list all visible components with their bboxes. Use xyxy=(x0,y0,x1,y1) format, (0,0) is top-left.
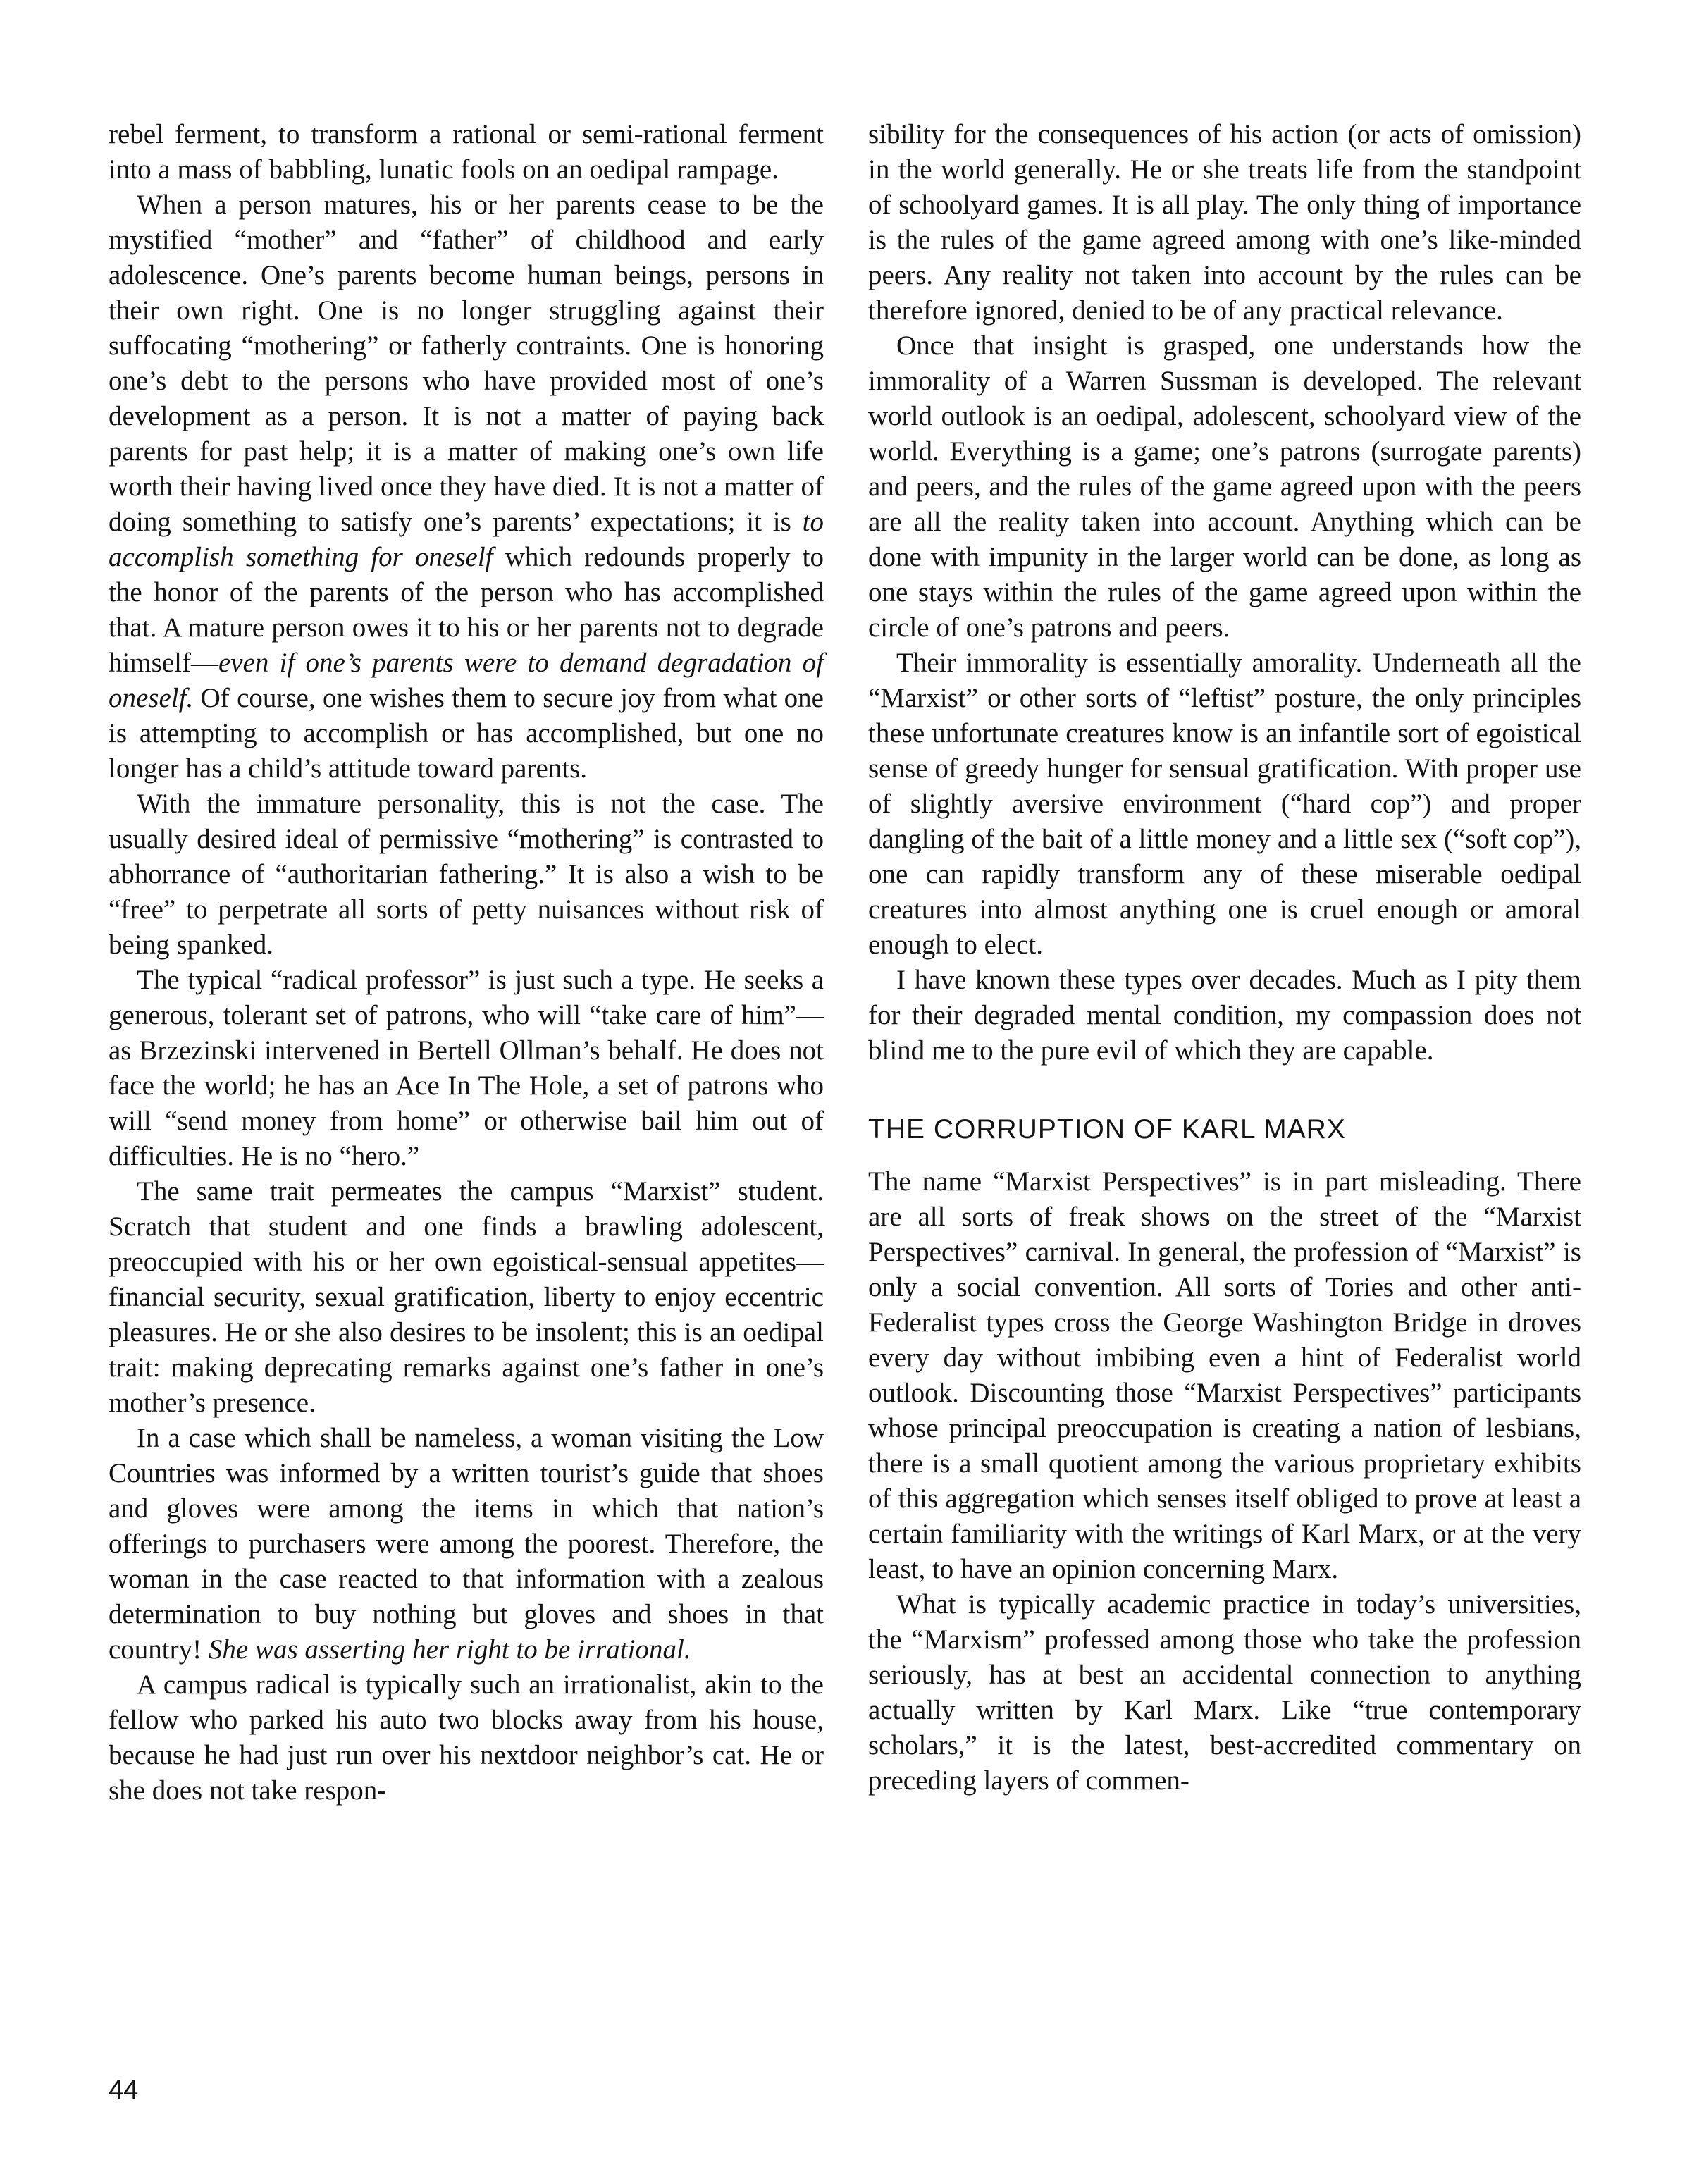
paragraph: Once that insight is grasped, one understands how the immorality of a Warren Sussman is developed. The relevant world outlook is an oedipal, adolescent, schoolyard view of the world. Everything is a game; one’s patrons (surrogate parents) and peers, and the rules of the game agreed upon with the peers are all the reality taken into account. Anything which can be done with impunity in the larger world can be done, as long as one stays within the rules of the game agreed upon within the circle of one’s patrons and peers. xyxy=(868,331,1581,643)
left-column xyxy=(109,117,824,1808)
paragraph: Their immorality is essentially amorality. Underneath all the “Marxist” or other sorts of “leftist” posture, the only principles these unfortunate creatures know is an infantile sort of egoistical sense of greedy hunger for sensual gratification. With proper use of slightly aversive environment (“hard cop”) and proper dangling of the bait of a little money and a little sex (“soft cop”), one can rapidly transform any of these miserable oedipal creatures into almost anything one is cruel enough or amoral enough to elect. xyxy=(868,648,1581,960)
paragraph: I have known these types over decades. Much as I pity them for their degraded mental condition, my compassion does not blind me to the pure evil of which they are capable. xyxy=(868,965,1581,1066)
paragraph: What is typically academic practice in today’s universities, the “Marxism” professed among those who take the profession seriously, has at best an accidental connection to anything actually written by Karl Marx. Like “true contemporary scholars,” it is the latest, best-accredited commentary on preceding layers of commen- xyxy=(868,1589,1581,1796)
paragraph: The same trait permeates the campus “Marxist” student. Scratch that student and one finds a brawling adolescent, preoccupied with his or her own egoistical-sensual appetites—financial security, sexual gratification, liberty to enjoy eccentric pleasures. He or she also desires to be insolent; this is an oedipal trait: making deprecating remarks against one’s father in one’s mother’s presence. xyxy=(109,1176,824,1418)
page-number: 44 xyxy=(109,2075,139,2105)
paragraph xyxy=(109,1421,824,1667)
emphasis-text: to accomplish something for oneself xyxy=(109,507,824,572)
emphasis-text: She was asserting her right to be irrational. xyxy=(208,1634,691,1665)
paragraph xyxy=(109,187,824,786)
paragraph-text: which redounds properly to the honor of the parents of the person who has accomplished that. A mature person owes it to his or her parents not to degrade himself— xyxy=(109,542,824,678)
paragraph: rebel ferment, to transform a rational or semi-rational ferment into a mass of babbling, lunatic fools on an oedipal rampage. xyxy=(109,119,824,185)
paragraph: A campus radical is typically such an irrationalist, akin to the fellow who parked his auto two blocks away from his house, because he had just run over his nextdoor neighbor’s cat. He or she does not take respon- xyxy=(109,1670,824,1806)
right-column xyxy=(868,117,1581,1799)
paragraph-text: When a person matures, his or her parents cease to be the mystified “mother” and “father” of childhood and early adolescence. One’s parents become human beings, persons in their own right. One is no longer struggling against their suffocating “mothering” or fatherly contraints. One is honoring one’s debt to the persons who have provided most of one’s development as a person. It is not a matter of paying back parents for past help; it is a matter of making one’s own life worth their having lived once they have died. It is not a matter of doing something to satisfy one’s parents’ expectations; it is xyxy=(109,190,824,537)
paragraph-text: Of course, one wishes them to secure joy from what one is attempting to accomplish or has accomplished, but one no longer has a child’s attitude toward parents. xyxy=(109,683,824,784)
paragraph-text: In a case which shall be nameless, a woman visiting the Low Countries was informed by a written tourist’s guide that shoes and gloves were among the items in which that nation’s offerings to purchasers were among the poorest. Therefore, the woman in the case reacted to that information with a zealous determination to buy nothing but gloves and shoes in that country! xyxy=(109,1423,824,1665)
paragraph: With the immature personality, this is not the case. The usually desired ideal of permissive “mothering” is contrasted to abhorrance of “authoritarian fathering.” It is also a wish to be “free” to perpetrate all sorts of petty nuisances without risk of being spanked. xyxy=(109,789,824,960)
paragraph: sibility for the consequences of his action (or acts of omission) in the world generally. He or she treats life from the standpoint of schoolyard games. It is all play. The only thing of importance is the rules of the game agreed among with one’s like-minded peers. Any reality not taken into account by the rules can be therefore ignored, denied to be of any practical relevance. xyxy=(868,119,1581,326)
paragraph: The name “Marxist Perspectives” is in part misleading. There are all sorts of freak shows on the street of the “Marxist Perspectives” carnival. In general, the profession of “Marxist” is only a social convention. All sorts of Tories and other anti-Federalist types cross the George Washington Bridge in droves every day without imbibing even a hint of Federalist world outlook. Discounting those “Marxist Perspectives” participants whose principal preoccupation is creating a nation of lesbians, there is a small quotient among the various proprietary exhibits of this aggregation which senses itself obliged to prove at least a certain familiarity with the writings of Karl Marx, or at the very least, to have an opinion concerning Marx. xyxy=(868,1166,1581,1584)
emphasis-text: even if one’s parents were to demand degradation of oneself. xyxy=(109,648,824,713)
section-heading: THE CORRUPTION OF KARL MARX xyxy=(868,1114,1346,1145)
paragraph: The typical “radical professor” is just such a type. He seeks a generous, tolerant set of patrons, who will “take care of him”—as Brzezinski intervened in Bertell Ollman’s behalf. He does not face the world; he has an Ace In The Hole, a set of patrons who will “send money from home” or otherwise bail him out of difficulties. He is no “hero.” xyxy=(109,965,824,1171)
